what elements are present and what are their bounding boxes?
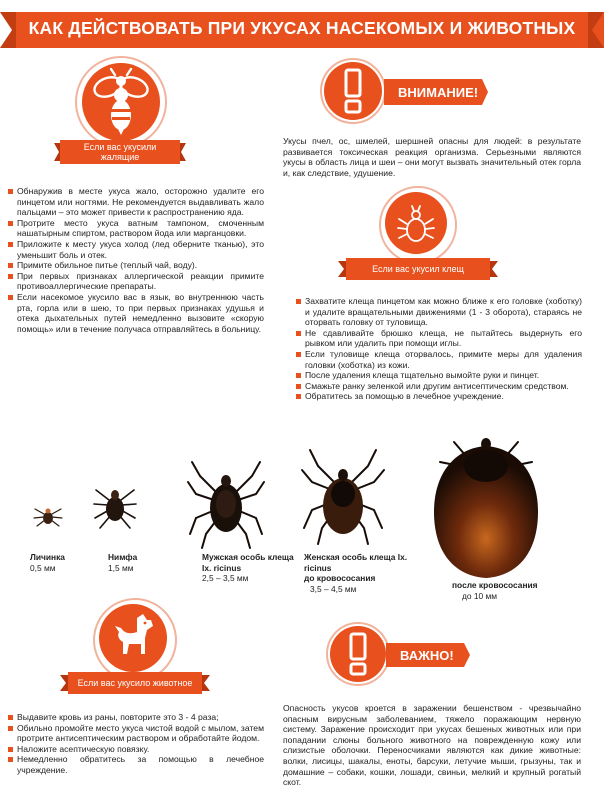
nymph-image — [90, 478, 140, 534]
list-item: Обратитесь за помощью в лечебное учреждение. — [296, 391, 582, 402]
attention-badge — [384, 79, 488, 105]
engorged-tick-image — [426, 432, 546, 580]
stage-name: Личинка — [30, 552, 65, 562]
stage-name: Женская особь клеща Ix. ricinus — [304, 552, 408, 573]
tick-icon — [385, 192, 447, 254]
stage-name: Мужская особь клеща Ix. ricinus — [202, 552, 294, 573]
stage-engorged — [452, 580, 562, 601]
tick-ribbon-label: Если вас укусил клещ — [372, 264, 464, 274]
list-item: Обнаружив в месте укуса жало, осторожно удалите его пинцетом или ногтями. Не рекомендуется выдавливать жало пальцами – это может привести к распространению яда. — [8, 186, 264, 218]
dog-icon — [99, 604, 167, 672]
list-item: Немедленно обратитесь за помощью в лечебное учреждение. — [8, 754, 264, 775]
list-item: Приложите к месту укуса холод (лед оберните тканью), это уменьшит боль и отек. — [8, 239, 264, 260]
exclamation-icon — [324, 62, 382, 120]
attention-text: Укусы пчел, ос, шмелей, шершней опасны для людей: в результате развивается токсическая реакция организма. Серьезными являются укусы в область лица и шеи – они могут вызвать значительный отек горла и, как следствие, удушение. — [283, 136, 581, 178]
animal-ribbon — [60, 672, 210, 694]
animal-ribbon-label: Если вас укусило животное — [77, 678, 193, 688]
stage-nymph — [108, 552, 168, 573]
stage-female — [304, 552, 414, 594]
insects-list — [8, 186, 264, 334]
header-banner — [0, 12, 604, 48]
tick-ribbon — [338, 258, 498, 280]
stage-size: 3,5 – 4,5 мм — [310, 583, 357, 594]
stage-size: 2,5 – 3,5 мм — [202, 573, 249, 583]
insects-ribbon — [54, 140, 186, 172]
page-title: КАК ДЕЙСТВОВАТЬ ПРИ УКУСАХ НАСЕКОМЫХ И ЖИВОТНЫХ — [28, 18, 576, 38]
list-item: Примите обильное питье (теплый чай, воду). — [8, 260, 264, 271]
stage-name: Нимфа — [108, 552, 138, 562]
stage-name: после кровососания — [452, 580, 538, 590]
list-item: Если насекомое укусило вас в язык, во внутреннюю часть рта, горла или в шею, то при первых признаках удушья и отека дыхательных путей немедленно вызовите «скорую помощь» или в течение получаса отправляйтесь в больницу. — [8, 292, 264, 334]
list-item: Наложите асептическую повязку. — [8, 744, 264, 755]
stage-sub: до кровососания — [304, 573, 376, 583]
female-tick-image — [300, 446, 386, 550]
list-item: Смажьте ранку зеленкой или другим антисептическим средством. — [296, 381, 582, 392]
tick-list — [296, 296, 582, 402]
list-item: При первых признаках аллергической реакции примите противоаллергические препараты. — [8, 271, 264, 292]
stage-size: до 10 мм — [462, 590, 498, 601]
list-item: После удаления клеща тщательно вымойте руки и пинцет. — [296, 370, 582, 381]
list-item: Обильно промойте место укуса чистой водой с мылом, затем протрите антисептическим раствором и обработайте йодом. — [8, 723, 264, 744]
list-item: Выдавите кровь из раны, повторите это 3 - 4 раза; — [8, 712, 264, 723]
list-item: Не сдавливайте брюшко клеща, не пытайтесь выдернуть его рывком или удалить при помощи иглы. — [296, 328, 582, 349]
list-item: Захватите клеща пинцетом как можно ближе к его головке (хоботку) и удалите вращательными движениями (1 - 3 оборота), стараясь не оторвать головку от туловища. — [296, 296, 582, 328]
list-item: Протрите место укуса ватным тампоном, смоченным нашатырным спиртом, раствором йода или марганцовки. — [8, 218, 264, 239]
attention-title: ВНИМАНИЕ! — [398, 85, 479, 100]
stage-male — [202, 552, 298, 584]
important-text: Опасность укусов кроется в заражении бешенством - чрезвычайно опасным вирусным заболеванием, тяжело поражающим нервную систему. Заражение происходит при укусах бешеных животных или при попадании слюны больного животного на поврежденную кожу или слизистые оболочки. Переносчиками являются как дикие животные: волки, лисицы, шакалы, еноты, барсуки, летучие мыши, грызуны, так и домашние – собаки, кошки, лошади, свиньи, мелкий и крупный рогатый скот. — [283, 703, 581, 788]
larva-image — [30, 498, 66, 534]
exclamation-icon — [330, 626, 386, 682]
list-item: Если туловище клеща оторвалось, примите меры для удаления головки (хоботка) из кожи. — [296, 349, 582, 370]
important-badge — [386, 643, 470, 667]
bee-icon — [82, 63, 160, 141]
animal-list — [8, 712, 264, 776]
stage-larva — [30, 552, 90, 573]
stage-size: 1,5 мм — [108, 562, 134, 573]
stage-size: 0,5 мм — [30, 562, 56, 573]
male-tick-image — [186, 452, 266, 552]
important-title: ВАЖНО! — [400, 648, 454, 663]
insects-ribbon-label: Если вас укусили жалящие насекомые — [83, 142, 157, 172]
